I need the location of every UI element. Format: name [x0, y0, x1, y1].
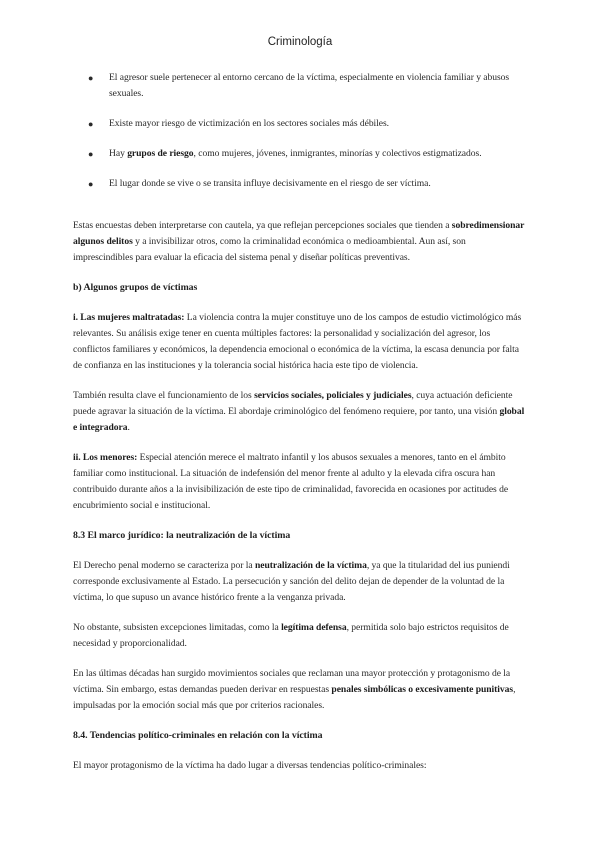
- text-run: En las últimas décadas han surgido movimientos sociales que reclaman una mayor protección y protagonismo de la víctima. Sin embargo, estas demandas pueden derivar en respuestas: [73, 668, 511, 695]
- bullet-icon: ●: [88, 179, 94, 189]
- text-run: No obstante, subsisten excepciones limitadas, como la: [73, 622, 282, 633]
- text-bold: servicios sociales, policiales y judiciales: [254, 390, 412, 401]
- bullet-list: [73, 70, 528, 192]
- paragraph-servicios: [73, 388, 528, 436]
- list-item: [73, 176, 528, 192]
- text-bold: global e integradora: [73, 406, 525, 433]
- text-run: , impulsadas por la emoción social más que por criterios racionales.: [73, 684, 516, 711]
- list-item-text-bold: grupos de riesgo: [127, 148, 194, 159]
- list-item-text: Existe mayor riesgo de victimización en los sectores sociales más débiles.: [109, 118, 390, 129]
- list-item-text-post: , como mujeres, jóvenes, inmigrantes, minorías y colectivos estigmatizados.: [193, 148, 482, 159]
- text-run: y a invisibilizar otros, como la criminalidad económica o medioambiental. Aun así, son imprescindibles para evaluar la eficacia del sistema penal y diseñar políticas preventivas.: [73, 236, 466, 263]
- list-item: [73, 116, 528, 132]
- text-bold: penales simbólicas o excesivamente punitivas: [331, 684, 514, 695]
- list-item-text: El agresor suele pertenecer al entorno cercano de la víctima, especialmente en violencia familiar y abusos sexuales.: [109, 72, 510, 99]
- section-heading-b: b) Algunos grupos de víctimas: [73, 282, 198, 293]
- page-title: Criminología: [267, 36, 333, 48]
- paragraph-movimientos: [73, 666, 528, 714]
- list-item: [73, 146, 528, 162]
- paragraph-mujeres: [73, 310, 528, 374]
- list-item-text: El lugar donde se vive o se transita influye decisivamente en el riesgo de ser víctima.: [109, 178, 431, 189]
- text-run: También resulta clave el funcionamiento de los: [73, 390, 255, 401]
- bullet-icon: ●: [88, 119, 94, 129]
- text-bold: ii. Los menores:: [73, 452, 138, 463]
- section-heading-8-3: 8.3 El marco jurídico: la neutralización de la víctima: [73, 530, 291, 541]
- text-run: , cuya actuación deficiente puede agravar la situación de la víctima. El abordaje criminológico del fenómeno requiere, por tanto, una visión: [73, 390, 513, 417]
- text-run: , permitida solo bajo estrictos requisitos de necesidad y proporcionalidad.: [73, 622, 509, 649]
- paragraph-excepciones: [73, 620, 528, 652]
- text-run: Estas encuestas deben interpretarse con cautela, ya que reflejan percepciones sociales que tienden a: [73, 220, 452, 231]
- paragraph-derecho: [73, 558, 528, 606]
- text-bold: i. Las mujeres maltratadas:: [73, 312, 185, 323]
- list-item: [73, 70, 528, 102]
- bullet-icon: ●: [88, 73, 94, 83]
- paragraph-menores: [73, 450, 528, 514]
- text-bold: legítima defensa: [281, 622, 347, 633]
- paragraph-encuestas: [73, 218, 528, 266]
- text-run: El Derecho penal moderno se caracteriza por la: [73, 560, 255, 571]
- text-run: Especial atención merece el maltrato infantil y los abusos sexuales a menores, tanto en el ámbito familiar como institucional. La situación de indefensión del menor frente al adulto y la elevada cifra oscura han contribuido durante años a la invisibilización de este tipo de criminalidad, favorecida en ocasiones por actitudes de encubrimiento social e institucional.: [73, 452, 509, 511]
- text-run: , ya que la titularidad del ius puniendi corresponde exclusivamente al Estado. La persecución y sanción del delito dejan de depender de la voluntad de la víctima, lo que supuso un avance histórico frente a la venganza privada.: [73, 560, 510, 603]
- text-bold: neutralización de la víctima: [254, 560, 367, 571]
- paragraph-tendencias: El mayor protagonismo de la víctima ha dado lugar a diversas tendencias político-criminales:: [73, 760, 427, 771]
- text-run: .: [127, 422, 130, 433]
- text-bold: sobredimensionar algunos delitos: [73, 220, 525, 247]
- bullet-icon: ●: [88, 149, 94, 159]
- document-body: [73, 70, 528, 788]
- text-run: La violencia contra la mujer constituye uno de los campos de estudio victimológico más relevantes. Su análisis exige tener en cuenta múltiples factores: la personalidad y socialización del agresor, los conflictos familiares y económicos, la dependencia emocional o económica de la víctima, la escasa denuncia por falta de confianza en las instituciones y la tolerancia social histórica hacia este tipo de violencia.: [73, 312, 522, 371]
- section-heading-8-4: 8.4. Tendencias político-criminales en relación con la víctima: [73, 730, 323, 741]
- list-item-text-pre: Hay: [109, 148, 128, 159]
